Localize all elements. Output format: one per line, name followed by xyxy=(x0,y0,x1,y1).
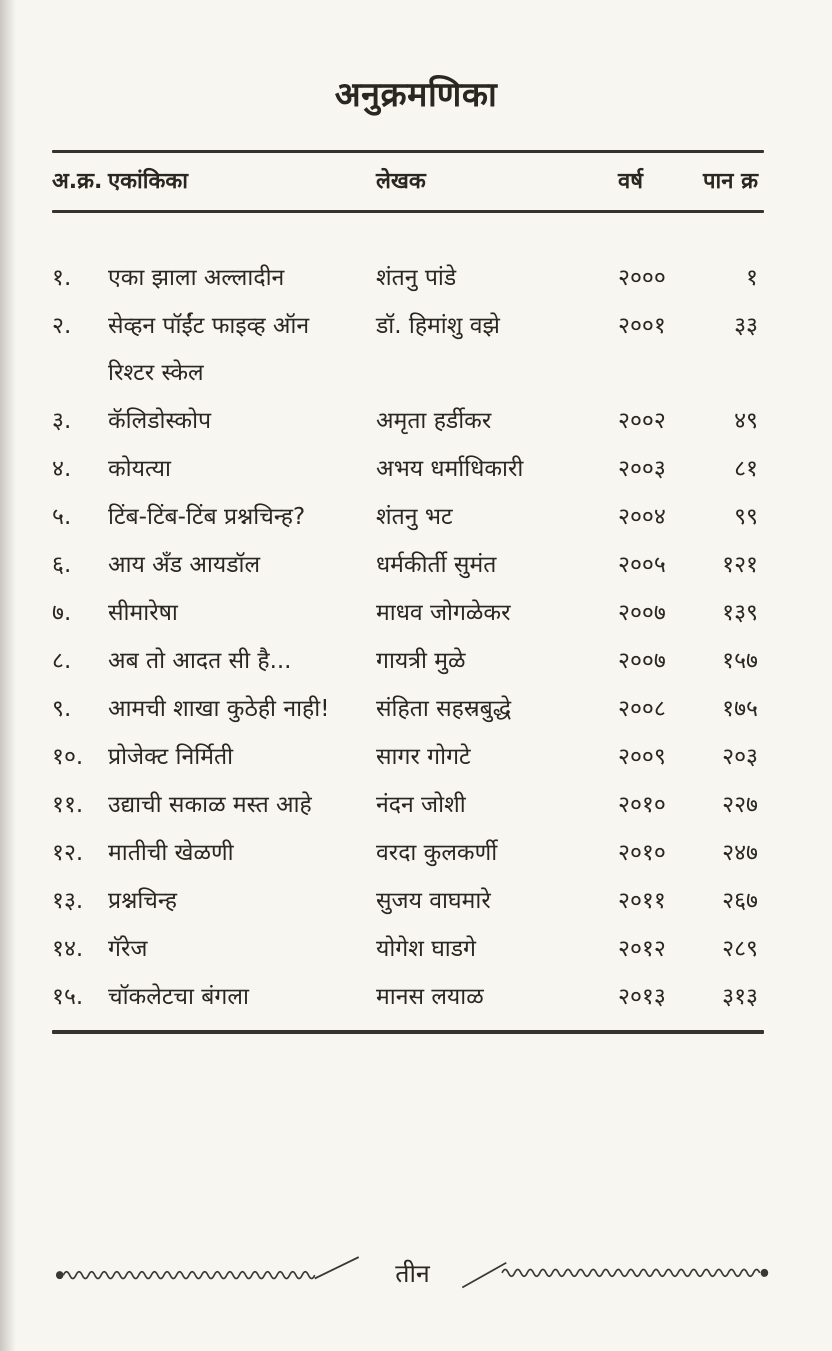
row-author: योगेश घाडगे xyxy=(376,936,477,962)
page-footer xyxy=(55,1256,770,1292)
toc-rows xyxy=(52,263,764,1012)
table-row xyxy=(52,934,764,964)
table-row xyxy=(52,886,764,916)
row-author: संहिता सहस्रबुद्धे xyxy=(376,696,512,722)
table-row xyxy=(52,742,764,772)
row-page: २४७ xyxy=(722,840,758,866)
row-serial: ५. xyxy=(52,504,72,530)
row-serial: २. xyxy=(52,313,72,339)
row-author: अमृता हर्डीकर xyxy=(376,408,492,434)
row-author: माधव जोगळेकर xyxy=(376,600,511,626)
row-year: २००५ xyxy=(618,552,666,578)
row-page: १३९ xyxy=(722,600,758,626)
row-page: १२१ xyxy=(722,552,758,578)
header-page: पान क्र xyxy=(703,169,758,194)
row-title-line1: कोयत्या xyxy=(108,456,171,482)
row-year: २००२ xyxy=(618,408,666,434)
row-title-line1: सेव्हन पॉईंट फाइव्ह ऑन xyxy=(108,313,310,339)
row-title-line1: अब तो आदत सी है... xyxy=(108,648,292,674)
row-author: शंतनु पांडे xyxy=(376,265,457,291)
row-title-line1: एका झाला अल्लादीन xyxy=(108,265,285,291)
row-serial: ६. xyxy=(52,552,72,578)
row-page: ९९ xyxy=(734,504,758,530)
row-title-line1: चॉकलेटचा बंगला xyxy=(108,984,249,1010)
row-title xyxy=(108,790,376,820)
row-page: ३१३ xyxy=(722,984,758,1010)
page-title: अनुक्रमणिका xyxy=(334,75,498,115)
row-title xyxy=(108,982,376,1012)
row-title-line1: प्रोजेक्ट निर्मिती xyxy=(108,744,234,770)
row-title-line1: मातीची खेळणी xyxy=(108,840,234,866)
row-year: २०१० xyxy=(618,840,666,866)
row-year: २०१२ xyxy=(618,936,666,962)
row-serial: १२. xyxy=(52,840,84,866)
row-page: ३३ xyxy=(734,313,758,339)
row-title xyxy=(108,886,376,916)
row-title xyxy=(108,742,376,772)
row-author: सागर गोगटे xyxy=(376,744,471,770)
row-author: नंदन जोशी xyxy=(376,792,466,818)
row-serial: १३. xyxy=(52,888,84,914)
row-year: २००९ xyxy=(618,744,666,770)
header-play: एकांकिका xyxy=(108,169,188,194)
row-serial: ११. xyxy=(52,792,84,818)
footer-page-number: तीन xyxy=(395,1259,430,1288)
row-page: २२७ xyxy=(722,792,758,818)
table-row xyxy=(52,311,764,388)
row-page: १५७ xyxy=(722,648,758,674)
row-title-line2: रिश्टर स्केल xyxy=(108,360,204,386)
row-serial: ४. xyxy=(52,456,72,482)
table-row xyxy=(52,694,764,724)
row-title-line1: सीमारेषा xyxy=(108,600,178,626)
row-year: २००४ xyxy=(618,504,666,530)
row-serial: ९. xyxy=(52,696,72,722)
row-page: २६७ xyxy=(722,888,758,914)
table-row xyxy=(52,550,764,580)
row-title-line1: आय अँड आयडॉल xyxy=(108,552,261,578)
row-year: २००७ xyxy=(618,600,666,626)
row-page: २०३ xyxy=(722,744,758,770)
header-author: लेखक xyxy=(376,169,426,194)
table-row xyxy=(52,982,764,1012)
row-serial: ३. xyxy=(52,408,72,434)
table-row xyxy=(52,454,764,484)
row-title-line1: प्रश्नचिन्ह xyxy=(108,888,177,914)
row-author: धर्मकीर्ती सुमंत xyxy=(376,552,497,578)
table-row xyxy=(52,838,764,868)
row-title-line1: गॅरेज xyxy=(108,936,148,962)
row-year: २००३ xyxy=(618,456,666,482)
row-page: २८९ xyxy=(722,936,758,962)
header-serial: अ.क्र. xyxy=(52,169,103,194)
row-year: २००१ xyxy=(618,313,666,339)
row-year: २००७ xyxy=(618,648,666,674)
table-row xyxy=(52,598,764,628)
row-title xyxy=(108,502,376,532)
row-page: १७५ xyxy=(722,696,758,722)
header-year: वर्ष xyxy=(618,169,643,194)
wavy-divider-right-icon xyxy=(456,1256,770,1292)
row-title xyxy=(108,646,376,676)
table-row xyxy=(52,406,764,436)
row-year: २०१० xyxy=(618,792,666,818)
row-title-line1: कॅलिडोस्कोप xyxy=(108,408,212,434)
row-title xyxy=(108,694,376,724)
table-header-row xyxy=(52,153,764,210)
row-title-line1: टिंब-टिंब-टिंब प्रश्नचिन्ह? xyxy=(108,504,306,530)
row-author: वरदा कुलकर्णी xyxy=(376,840,498,866)
row-serial: १०. xyxy=(52,744,84,770)
row-author: मानस लयाळ xyxy=(376,984,484,1010)
row-title xyxy=(108,550,376,580)
row-author: गायत्री मुळे xyxy=(376,648,466,674)
bottom-rule xyxy=(52,1030,764,1034)
row-year: २०११ xyxy=(618,888,666,914)
scan-edge-shadow xyxy=(0,0,16,1351)
row-serial: १४. xyxy=(52,936,84,962)
row-title xyxy=(108,263,376,293)
header-rule xyxy=(52,210,764,213)
row-title-line1: उद्याची सकाळ मस्त आहे xyxy=(108,792,312,818)
row-page: ८१ xyxy=(734,456,758,482)
row-author: डॉ. हिमांशु वझे xyxy=(376,313,500,339)
row-title-line1: आमची शाखा कुठेही नाही! xyxy=(108,696,330,722)
row-author: अभय धर्माधिकारी xyxy=(376,456,524,482)
table-row xyxy=(52,646,764,676)
row-serial: ७. xyxy=(52,600,72,626)
row-title xyxy=(108,406,376,436)
table-of-contents xyxy=(52,150,764,1034)
row-title xyxy=(108,454,376,484)
row-page: १ xyxy=(746,265,758,291)
row-title xyxy=(108,838,376,868)
wavy-divider-left-icon xyxy=(55,1256,369,1292)
row-serial: १. xyxy=(52,265,72,291)
row-year: २०१३ xyxy=(618,984,666,1010)
row-year: २००८ xyxy=(618,696,666,722)
row-title xyxy=(108,311,376,388)
row-serial: ८. xyxy=(52,648,72,674)
table-row xyxy=(52,790,764,820)
row-year: २००० xyxy=(618,265,666,291)
table-row xyxy=(52,263,764,293)
row-author: सुजय वाघमारे xyxy=(376,888,491,914)
row-author: शंतनु भट xyxy=(376,504,453,530)
row-title xyxy=(108,934,376,964)
row-serial: १५. xyxy=(52,984,84,1010)
row-title xyxy=(108,598,376,628)
row-page: ४९ xyxy=(734,408,758,434)
table-row xyxy=(52,502,764,532)
